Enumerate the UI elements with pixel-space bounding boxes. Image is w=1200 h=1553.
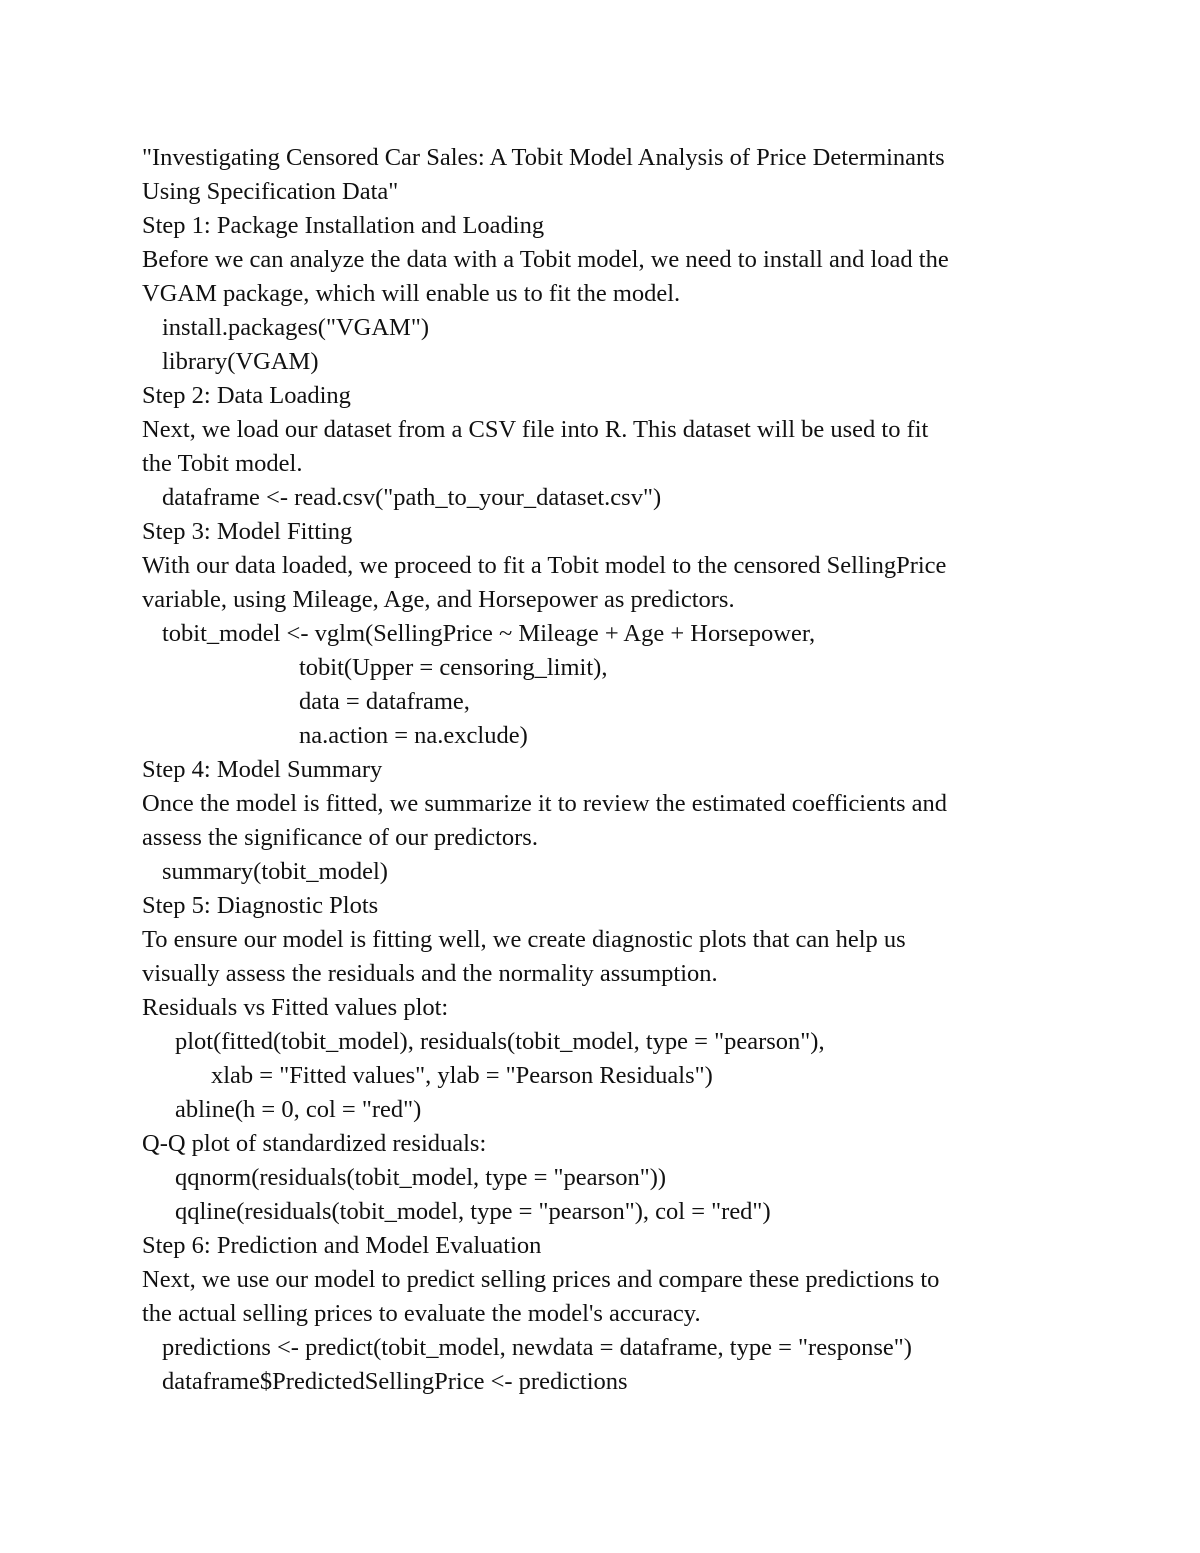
step-1-heading: Step 1: Package Installation and Loading [142, 212, 545, 239]
step-6-heading: Step 6: Prediction and Model Evaluation [142, 1232, 542, 1259]
step-6-text-line-2: the actual selling prices to evaluate the model's accuracy. [142, 1300, 701, 1327]
code-qqline: qqline(residuals(tobit_model, type = "pearson"), col = "red") [175, 1198, 771, 1225]
code-vglm-line-2: tobit(Upper = censoring_limit), [299, 654, 608, 681]
step-1-text-line-1: Before we can analyze the data with a Tobit model, we need to install and load the [142, 246, 949, 273]
step-3-text-line-2: variable, using Mileage, Age, and Horsepower as predictors. [142, 586, 735, 613]
step-6-text-line-1: Next, we use our model to predict selling prices and compare these predictions to [142, 1266, 940, 1293]
document-body [142, 141, 1072, 1399]
step-4-heading: Step 4: Model Summary [142, 756, 383, 783]
step-4-text-line-1: Once the model is fitted, we summarize it to review the estimated coefficients and [142, 790, 948, 817]
code-vglm-line-1: tobit_model <- vglm(SellingPrice ~ Mileage + Age + Horsepower, [162, 620, 816, 647]
step-5-text-line-2: visually assess the residuals and the normality assumption. [142, 960, 718, 987]
code-assign-predictions: dataframe$PredictedSellingPrice <- predictions [162, 1368, 628, 1395]
document-title-line-1: "Investigating Censored Car Sales: A Tobit Model Analysis of Price Determinants [142, 144, 945, 171]
code-predict: predictions <- predict(tobit_model, newdata = dataframe, type = "response") [162, 1334, 912, 1361]
code-qqnorm: qqnorm(residuals(tobit_model, type = "pearson")) [175, 1164, 667, 1191]
code-library: library(VGAM) [162, 348, 319, 375]
qq-plot-label: Q-Q plot of standardized residuals: [142, 1130, 487, 1157]
step-5-text-line-1: To ensure our model is fitting well, we create diagnostic plots that can help us [142, 926, 906, 953]
step-5-heading: Step 5: Diagnostic Plots [142, 892, 379, 919]
code-plot-line-1: plot(fitted(tobit_model), residuals(tobit_model, type = "pearson"), [175, 1028, 825, 1055]
code-plot-line-2: xlab = "Fitted values", ylab = "Pearson Residuals") [211, 1062, 713, 1089]
code-abline: abline(h = 0, col = "red") [175, 1096, 422, 1123]
code-read-csv: dataframe <- read.csv("path_to_your_dataset.csv") [162, 484, 662, 511]
residuals-plot-label: Residuals vs Fitted values plot: [142, 994, 449, 1021]
step-2-text-line-2: the Tobit model. [142, 450, 303, 477]
code-vglm-line-4: na.action = na.exclude) [299, 722, 528, 749]
step-3-text-line-1: With our data loaded, we proceed to fit a Tobit model to the censored SellingPrice [142, 552, 947, 579]
code-vglm-line-3: data = dataframe, [299, 688, 470, 715]
step-3-heading: Step 3: Model Fitting [142, 518, 353, 545]
step-1-text-line-2: VGAM package, which will enable us to fit the model. [142, 280, 681, 307]
step-2-heading: Step 2: Data Loading [142, 382, 351, 409]
document-title-line-2: Using Specification Data" [142, 178, 399, 205]
code-install-packages: install.packages("VGAM") [162, 314, 429, 341]
step-4-text-line-2: assess the significance of our predictors. [142, 824, 538, 851]
step-2-text-line-1: Next, we load our dataset from a CSV file into R. This dataset will be used to fit [142, 416, 929, 443]
code-summary: summary(tobit_model) [162, 858, 388, 885]
